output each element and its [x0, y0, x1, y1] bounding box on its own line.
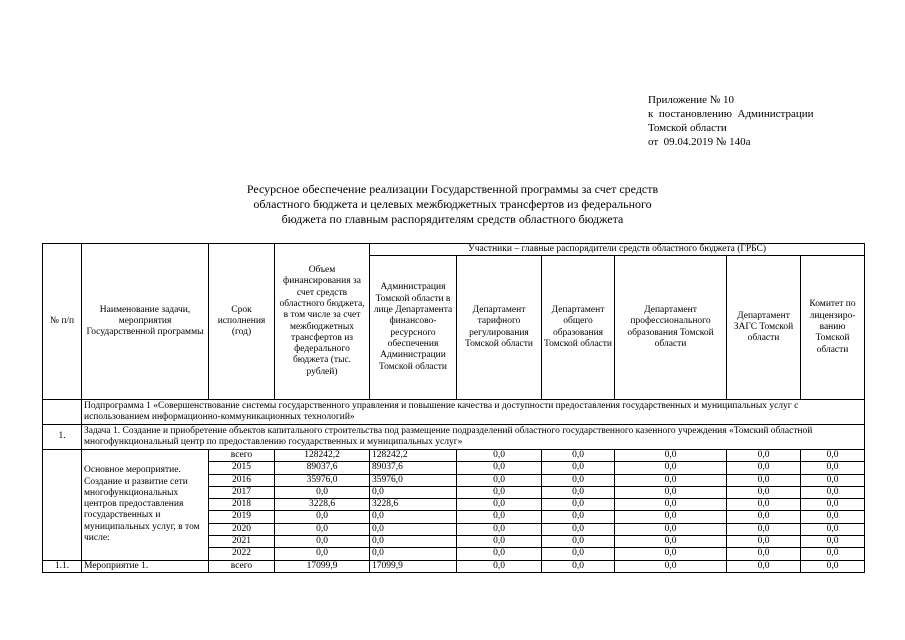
value-cell: 0,0 [615, 536, 727, 548]
subprogram-row [43, 400, 865, 425]
main-activity-name: Основное мероприятие. Создание и развитие сети многофункциональных центров предоставления государственных и муниципальных услуг, в том числе: [82, 450, 209, 561]
value-cell: 0,0 [801, 536, 865, 548]
resource-table [42, 243, 865, 573]
value-cell: 0,0 [801, 462, 865, 474]
header-grbs: Департамент общего образования Томской области [542, 256, 615, 400]
value-cell: 0,0 [457, 474, 542, 486]
header-participants: Участники – главные распорядители средств областного бюджета (ГРБС) [370, 244, 865, 256]
value-cell: 0,0 [615, 462, 727, 474]
appendix-line: Томской области [648, 122, 727, 134]
value-cell: 0,0 [542, 548, 615, 560]
value-cell: 0,0 [370, 523, 457, 535]
value-cell: 0,0 [727, 523, 801, 535]
value-cell: 0,0 [727, 499, 801, 511]
value-cell: 0,0 [370, 486, 457, 498]
value-cell: 0,0 [615, 548, 727, 560]
header-num: № п/п [43, 244, 82, 400]
title-line: бюджета по главным распорядителям средств областного бюджета [281, 212, 624, 226]
value-cell: 0,0 [542, 450, 615, 462]
value-cell: 0,0 [542, 474, 615, 486]
value-cell: 0,0 [801, 474, 865, 486]
value-cell: 0,0 [801, 523, 865, 535]
value-cell: 0,0 [275, 536, 370, 548]
value-cell: 0,0 [801, 499, 865, 511]
value-cell: 0,0 [801, 560, 865, 572]
value-cell: 0,0 [801, 548, 865, 560]
header-volume: Объем финансирования за счет средств областного бюджета, в том числе за счет межбюджетных трансфертов из федерального бюджета (тыс. рублей) [275, 244, 370, 400]
header-grbs: Департамент ЗАГС Томской области [727, 256, 801, 400]
year-cell: 2021 [209, 536, 275, 548]
appendix-line: к постановлению Администрации [648, 108, 814, 120]
value-cell: 0,0 [727, 474, 801, 486]
value-cell: 0,0 [615, 511, 727, 523]
value-cell: 0,0 [275, 548, 370, 560]
year-cell: 2018 [209, 499, 275, 511]
value-cell: 0,0 [457, 523, 542, 535]
header-row [43, 244, 865, 256]
year-cell: всего [209, 560, 275, 572]
value-cell: 0,0 [727, 511, 801, 523]
appendix-line: Приложение № 10 [648, 94, 735, 106]
value-cell: 0,0 [615, 560, 727, 572]
year-cell: 2019 [209, 511, 275, 523]
value-cell: 0,0 [615, 474, 727, 486]
value-cell: 17099,9 [275, 560, 370, 572]
value-cell: 128242,2 [275, 450, 370, 462]
value-cell: 0,0 [615, 499, 727, 511]
value-cell: 0,0 [457, 511, 542, 523]
year-cell: всего [209, 450, 275, 462]
value-cell: 0,0 [457, 462, 542, 474]
appendix-line: от 09.04.2019 № 140а [648, 136, 751, 148]
value-cell: 3228,6 [370, 499, 457, 511]
title-line: Ресурсное обеспечение реализации Государственной программы за счет средств [246, 182, 659, 196]
value-cell: 0,0 [370, 548, 457, 560]
value-cell: 0,0 [615, 523, 727, 535]
activity-1-1-row [43, 560, 865, 572]
value-cell: 0,0 [727, 486, 801, 498]
value-cell: 89037,6 [275, 462, 370, 474]
document-title [200, 182, 705, 227]
value-cell: 0,0 [457, 548, 542, 560]
value-cell: 0,0 [370, 511, 457, 523]
value-cell: 0,0 [457, 560, 542, 572]
value-cell: 0,0 [370, 536, 457, 548]
value-cell: 0,0 [727, 536, 801, 548]
value-cell: 0,0 [457, 499, 542, 511]
value-cell: 0,0 [727, 462, 801, 474]
value-cell: 0,0 [727, 560, 801, 572]
value-cell: 0,0 [542, 462, 615, 474]
value-cell: 0,0 [457, 486, 542, 498]
value-cell: 0,0 [542, 486, 615, 498]
value-cell: 0,0 [457, 536, 542, 548]
activity-name: Мероприятие 1. [82, 560, 209, 572]
header-grbs: Департамент профессионального образования Томской области [615, 256, 727, 400]
value-cell: 0,0 [801, 511, 865, 523]
header-term: Срок исполнения (год) [209, 244, 275, 400]
value-cell: 0,0 [542, 560, 615, 572]
value-cell: 0,0 [275, 486, 370, 498]
subprogram-text: Подпрограмма 1 «Совершенствование системы государственного управления и повышение качества и доступности предоставления государственных и муниципальных услуг с использованием информационно-коммуникационных технологий» [82, 400, 865, 425]
activity-num: 1.1. [43, 560, 82, 572]
value-cell: 0,0 [801, 486, 865, 498]
year-cell: 2016 [209, 474, 275, 486]
value-cell: 3228,6 [275, 499, 370, 511]
header-grbs: Комитет по лицензиро-ванию Томской области [801, 256, 865, 400]
year-cell: 2020 [209, 523, 275, 535]
value-cell: 35976,0 [275, 474, 370, 486]
task-row [43, 425, 865, 450]
task-text: Задача 1. Создание и приобретение объектов капитального строительства под размещение подразделений областного государственного казенного учреждения «Томский областной многофункциональный центр по предоставлению государственных и муниципальных услуг» [82, 425, 865, 450]
appendix-block [648, 93, 814, 149]
value-cell: 0,0 [275, 511, 370, 523]
value-cell: 0,0 [275, 523, 370, 535]
value-cell: 0,0 [727, 548, 801, 560]
task-num: 1. [43, 425, 82, 450]
value-cell: 0,0 [615, 450, 727, 462]
value-cell: 0,0 [542, 523, 615, 535]
header-grbs: Департамент тарифного регулирования Томской области [457, 256, 542, 400]
title-line: областного бюджета и целевых межбюджетных трансфертов из федерального [253, 197, 652, 211]
value-cell: 89037,6 [370, 462, 457, 474]
header-grbs: Администрация Томской области в лице Департамента финансово-ресурсного обеспечения Администрации Томской области [370, 256, 457, 400]
value-cell: 35976,0 [370, 474, 457, 486]
year-cell: 2015 [209, 462, 275, 474]
header-name: Наименование задачи, мероприятия Государственной программы [82, 244, 209, 400]
value-cell: 0,0 [727, 450, 801, 462]
value-cell: 17099,9 [370, 560, 457, 572]
value-cell: 128242,2 [370, 450, 457, 462]
value-cell: 0,0 [801, 450, 865, 462]
main-activity-row [43, 450, 865, 462]
year-cell: 2017 [209, 486, 275, 498]
year-cell: 2022 [209, 548, 275, 560]
value-cell: 0,0 [542, 499, 615, 511]
value-cell: 0,0 [542, 536, 615, 548]
value-cell: 0,0 [542, 511, 615, 523]
value-cell: 0,0 [457, 450, 542, 462]
value-cell: 0,0 [615, 486, 727, 498]
